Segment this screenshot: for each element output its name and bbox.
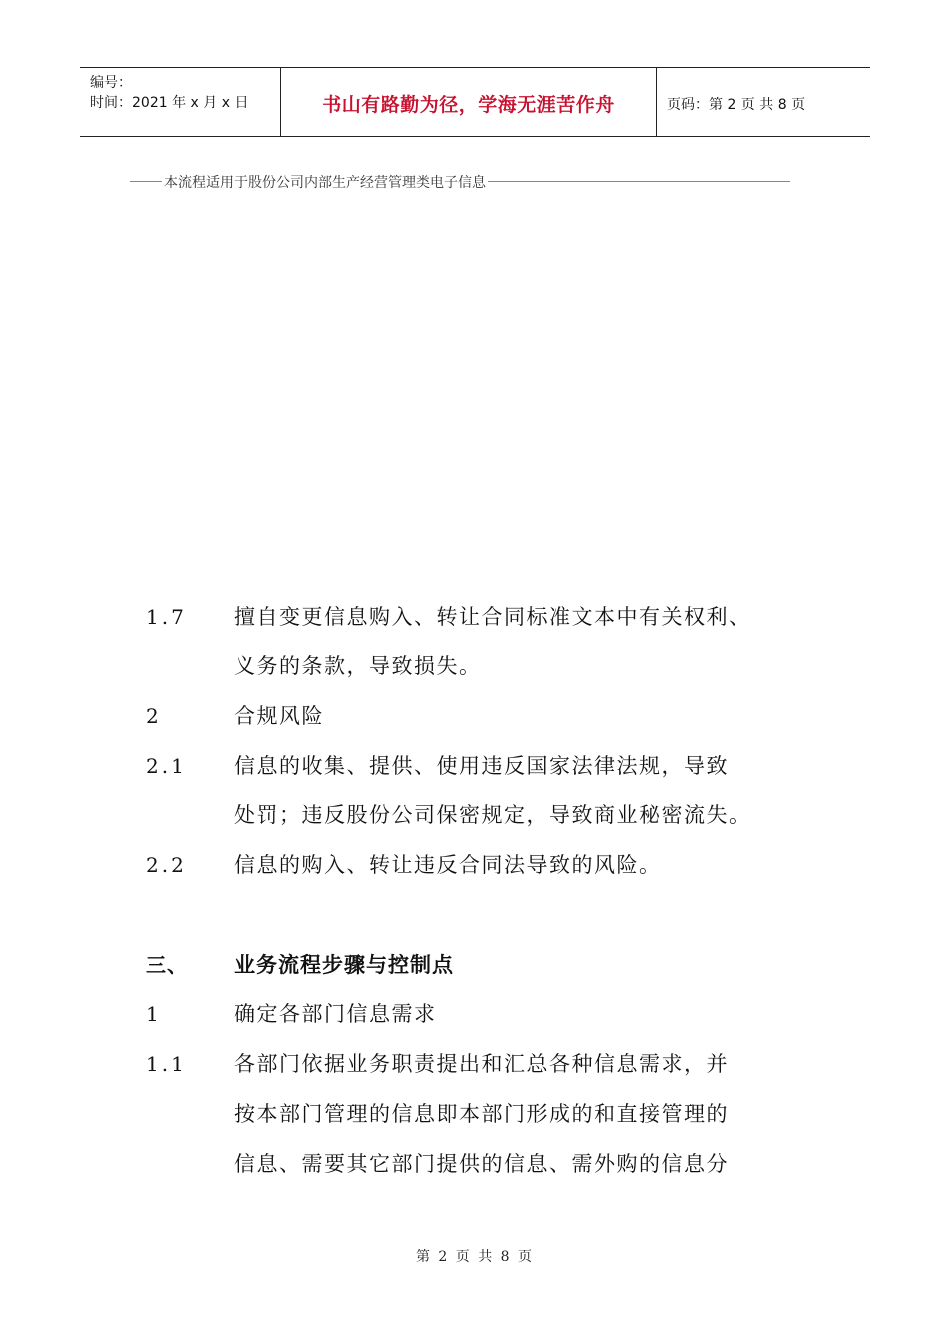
item-number: 1.7 bbox=[146, 605, 187, 629]
header-page-info: 页码：第 2 页 共 8 页 bbox=[667, 97, 806, 113]
item-number: 2.2 bbox=[146, 853, 187, 877]
running-title-text: 本流程适用于股份公司内部生产经营管理类电子信息 bbox=[162, 172, 488, 192]
item-number: 1 bbox=[146, 1002, 162, 1026]
item-text-line: 擅自变更信息购入、转让合同标准文本中有关权利、 bbox=[234, 605, 752, 629]
header-page-cell bbox=[657, 68, 870, 136]
section-heading: 业务流程步骤与控制点 bbox=[234, 953, 454, 977]
document-date-label: 时间：2021 年 x 月 x 日 bbox=[90, 95, 249, 111]
item-number: 2.1 bbox=[146, 754, 187, 778]
header-motto-cell bbox=[280, 68, 657, 136]
item-text-line: 处罚；违反股份公司保密规定，导致商业秘密流失。 bbox=[234, 803, 752, 827]
item-number: 2 bbox=[146, 704, 162, 728]
header-meta-cell bbox=[80, 68, 280, 136]
document-number-label: 编号： bbox=[90, 75, 132, 91]
item-text-line: 各部门依据业务职责提出和汇总各种信息需求，并 bbox=[234, 1052, 729, 1076]
item-text-line: 按本部门管理的信息即本部门形成的和直接管理的 bbox=[234, 1102, 729, 1126]
item-text-line: 义务的条款，导致损失。 bbox=[234, 654, 482, 678]
running-title bbox=[130, 172, 790, 192]
item-text-line: 确定各部门信息需求 bbox=[234, 1002, 437, 1026]
item-text-line: 信息、需要其它部门提供的信息、需外购的信息分 bbox=[234, 1152, 729, 1176]
item-text-line: 信息的收集、提供、使用违反国家法律法规，导致 bbox=[234, 754, 729, 778]
header-motto: 书山有路勤为径，学海无涯苦作舟 bbox=[322, 94, 615, 116]
item-number: 1.1 bbox=[146, 1052, 187, 1076]
page-footer: 第 2 页 共 8 页 bbox=[415, 1249, 535, 1265]
document-header bbox=[80, 67, 870, 137]
item-text-line: 信息的购入、转让违反合同法导致的风险。 bbox=[234, 853, 662, 877]
item-text-line: 合规风险 bbox=[234, 704, 324, 728]
section-number: 三、 bbox=[146, 953, 188, 977]
